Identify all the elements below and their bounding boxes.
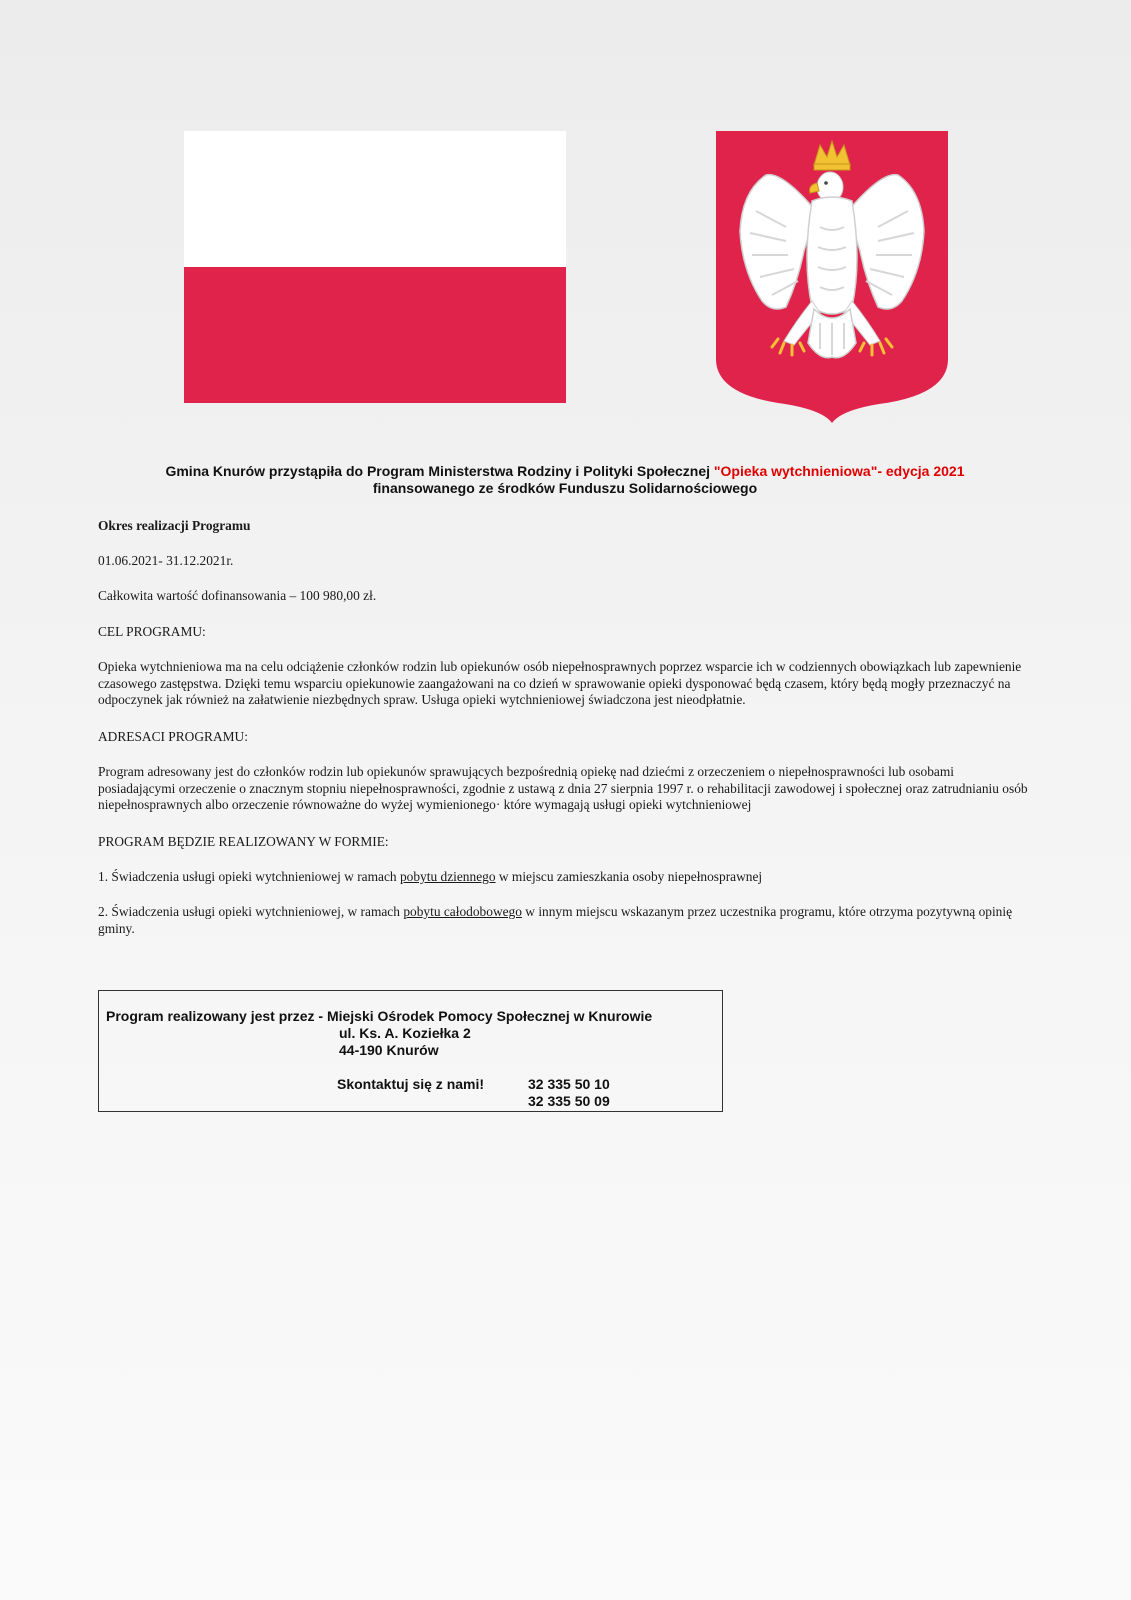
recipients-text: Program adresowany jest do członków rodzin lub opiekunów sprawujących bezpośrednią opiekę nad dziećmi z orzeczeniem o niepełnosprawności lub osobami posiadającymi orzeczenie o znacznym stopniu niepełnosprawności, zgodnie z ustawą z dnia 27 sierpnia 1997 r. o rehabilitacji zawodowej i społecznej oraz zatrudnianiu osób niepełnosprawnych albo orzeczenie równoważne do wyżej wymienionego· które wymagają usługi opieki wytchnieniowej [98,764,1028,812]
forms-item-2 [98,904,1028,937]
period-dates: 01.06.2021- 31.12.2021r. [98,553,234,568]
funding-amount: Całkowita wartość dofinansowania – 100 980,00 zł. [98,588,377,603]
flag-white-stripe [184,131,566,267]
contact-organization: Program realizowany jest przez - Miejski Ośrodek Pomocy Społecznej w Knurowie [106,1008,653,1024]
period-heading: Okres realizacji Programu [98,518,251,533]
forms-item-2-link: pobytu całodobowego [403,904,522,919]
forms-item-1-text: 1. Świadczenia usługi opieki wytchnieniowej w ramach [98,869,400,884]
flag-red-stripe [184,267,566,403]
forms-item-1-link: pobytu dziennego [399,869,496,884]
forms-item-2-suffix: w innym miejscu wskazanym przez uczestnika programu, które otrzyma pozytywną opinię gminy. [98,904,1013,936]
program-header [96,463,1034,497]
forms-heading: PROGRAM BĘDZIE REALIZOWANY W FORMIE: [98,834,389,849]
contact-phone-2: 32 335 50 09 [528,1093,610,1109]
polish-flag-image [184,131,566,403]
header-line-2: finansowanego ze środków Funduszu Solidarnościowego [372,480,758,496]
header-line-1 [96,463,1034,480]
contact-cta: Skontaktuj się z nami! [337,1076,485,1092]
forms-item-1-suffix: w miejscu zamieszkania osoby niepełnosprawnej [495,869,763,884]
contact-phone-1: 32 335 50 10 [528,1076,610,1092]
goal-text: Opieka wytchnieniowa ma na celu odciążenie członków rodzin lub opiekunów osób niepełnosprawnych poprzez wsparcie ich w codziennych obowiązkach lub zapewnienie czasowego zastępstwa. Dzięki temu wsparciu opiekunowie zaangażowani na co dzień w sprawowanie opieki dysponować będą czasem, który będą mogły przeznaczyć na odpoczynek jak również na załatwienie niezbędnych spraw. Usługa opieki wytchnieniowej świadczona jest nieodpłatnie. [98,659,1022,707]
forms-item-2-text: 2. Świadczenia usługi opieki wytchnieniowej, w ramach [98,904,404,919]
goal-heading: CEL PROGRAMU: [98,624,206,639]
header-text: Gmina Knurów przystąpiła do Program Ministerstwa Rodziny i Polityki Społecznej [165,463,714,479]
contact-street: ul. Ks. A. Koziełka 2 [339,1025,471,1041]
polish-coat-of-arms-icon [716,131,948,423]
header-program-name: "Opieka wytchnieniowa"- edycja 2021 [713,463,965,479]
contact-city: 44-190 Knurów [339,1042,439,1058]
forms-item-1 [98,869,1028,886]
contact-box [98,990,723,1112]
recipients-heading: ADRESACI PROGRAMU: [98,729,248,744]
